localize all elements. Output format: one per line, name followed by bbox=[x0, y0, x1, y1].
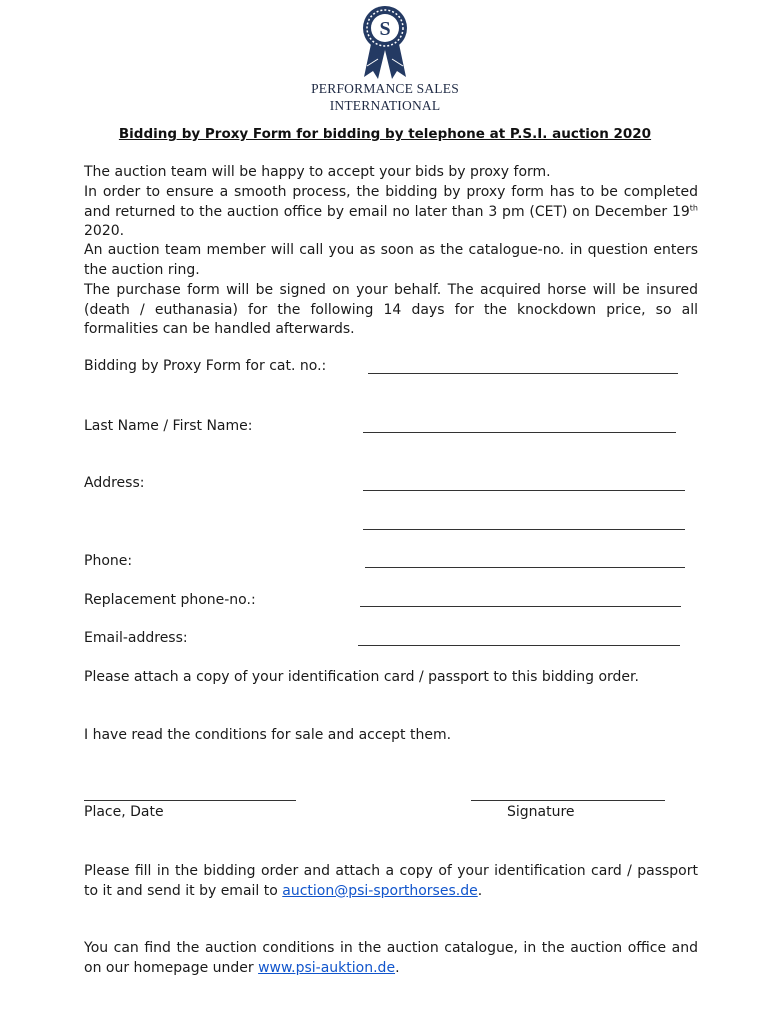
footer-conditions-text: You can find the auction conditions in the auction catalogue, in the auction office and on our homepage under bbox=[84, 940, 698, 976]
email-input-line[interactable] bbox=[358, 645, 680, 646]
org-name-line1: PERFORMANCE SALES bbox=[311, 81, 459, 96]
intro-paragraph-1: The auction team will be happy to accept your bids by proxy form. bbox=[84, 164, 551, 180]
intro-paragraph-3: An auction team member will call you as soon as the catalogue-no. in question enters the auction ring. bbox=[84, 242, 698, 278]
signature-label: Signature bbox=[507, 804, 575, 820]
svg-text:S: S bbox=[379, 18, 391, 40]
name-input-line[interactable] bbox=[363, 432, 676, 433]
intro-paragraph-2 bbox=[84, 183, 698, 242]
form-title: Bidding by Proxy Form for bidding by telephone at P.S.I. auction 2020 bbox=[118, 126, 652, 142]
footer-conditions-info bbox=[84, 939, 698, 978]
replacement-phone-label: Replacement phone-no.: bbox=[84, 592, 256, 608]
signature-input-line[interactable] bbox=[471, 800, 665, 801]
place-date-input-line[interactable] bbox=[84, 800, 296, 801]
place-date-label: Place, Date bbox=[84, 804, 164, 820]
intro-p2-superscript: th bbox=[689, 202, 698, 212]
org-name-line2: INTERNATIONAL bbox=[329, 98, 441, 113]
conditions-acceptance: I have read the conditions for sale and accept them. bbox=[84, 727, 452, 743]
address-input-line-1[interactable] bbox=[363, 490, 685, 491]
psi-logo bbox=[0, 4, 770, 114]
email-label: Email-address: bbox=[84, 630, 188, 646]
footer-period-2: . bbox=[395, 959, 400, 976]
footer-instructions-text: Please fill in the bidding order and attach a copy of your identification card / passport to it and send it by email to bbox=[84, 863, 698, 899]
catno-input-line[interactable] bbox=[368, 373, 678, 374]
intro-paragraph-4: The purchase form will be signed on your behalf. The acquired horse will be insured (death / euthanasia) for the following 14 days for the knockdown price, so all formalities can be handled afterwards. bbox=[84, 282, 698, 337]
address-input-line-2[interactable] bbox=[363, 529, 685, 530]
attach-id-note: Please attach a copy of your identification card / passport to this bidding order. bbox=[84, 669, 639, 685]
phone-label: Phone: bbox=[84, 553, 133, 569]
footer-instructions bbox=[84, 862, 698, 901]
name-label: Last Name / First Name: bbox=[84, 418, 253, 434]
address-label: Address: bbox=[84, 475, 145, 491]
catno-label: Bidding by Proxy Form for cat. no.: bbox=[84, 358, 327, 374]
auction-email-link[interactable]: auction@psi-sporthorses.de bbox=[282, 882, 478, 899]
rosette-seal-icon bbox=[358, 4, 412, 80]
intro-p2-text: In order to ensure a smooth process, the bidding by proxy form has to be completed and returned to the auction office by email no later than 3 pm (CET) on December 19 bbox=[84, 184, 698, 220]
footer-period-1: . bbox=[477, 882, 483, 899]
phone-input-line[interactable] bbox=[365, 567, 685, 568]
replacement-phone-input-line[interactable] bbox=[360, 606, 681, 607]
intro-p2-year: 2020. bbox=[84, 223, 125, 239]
homepage-link[interactable]: www.psi-auktion.de bbox=[258, 959, 396, 976]
